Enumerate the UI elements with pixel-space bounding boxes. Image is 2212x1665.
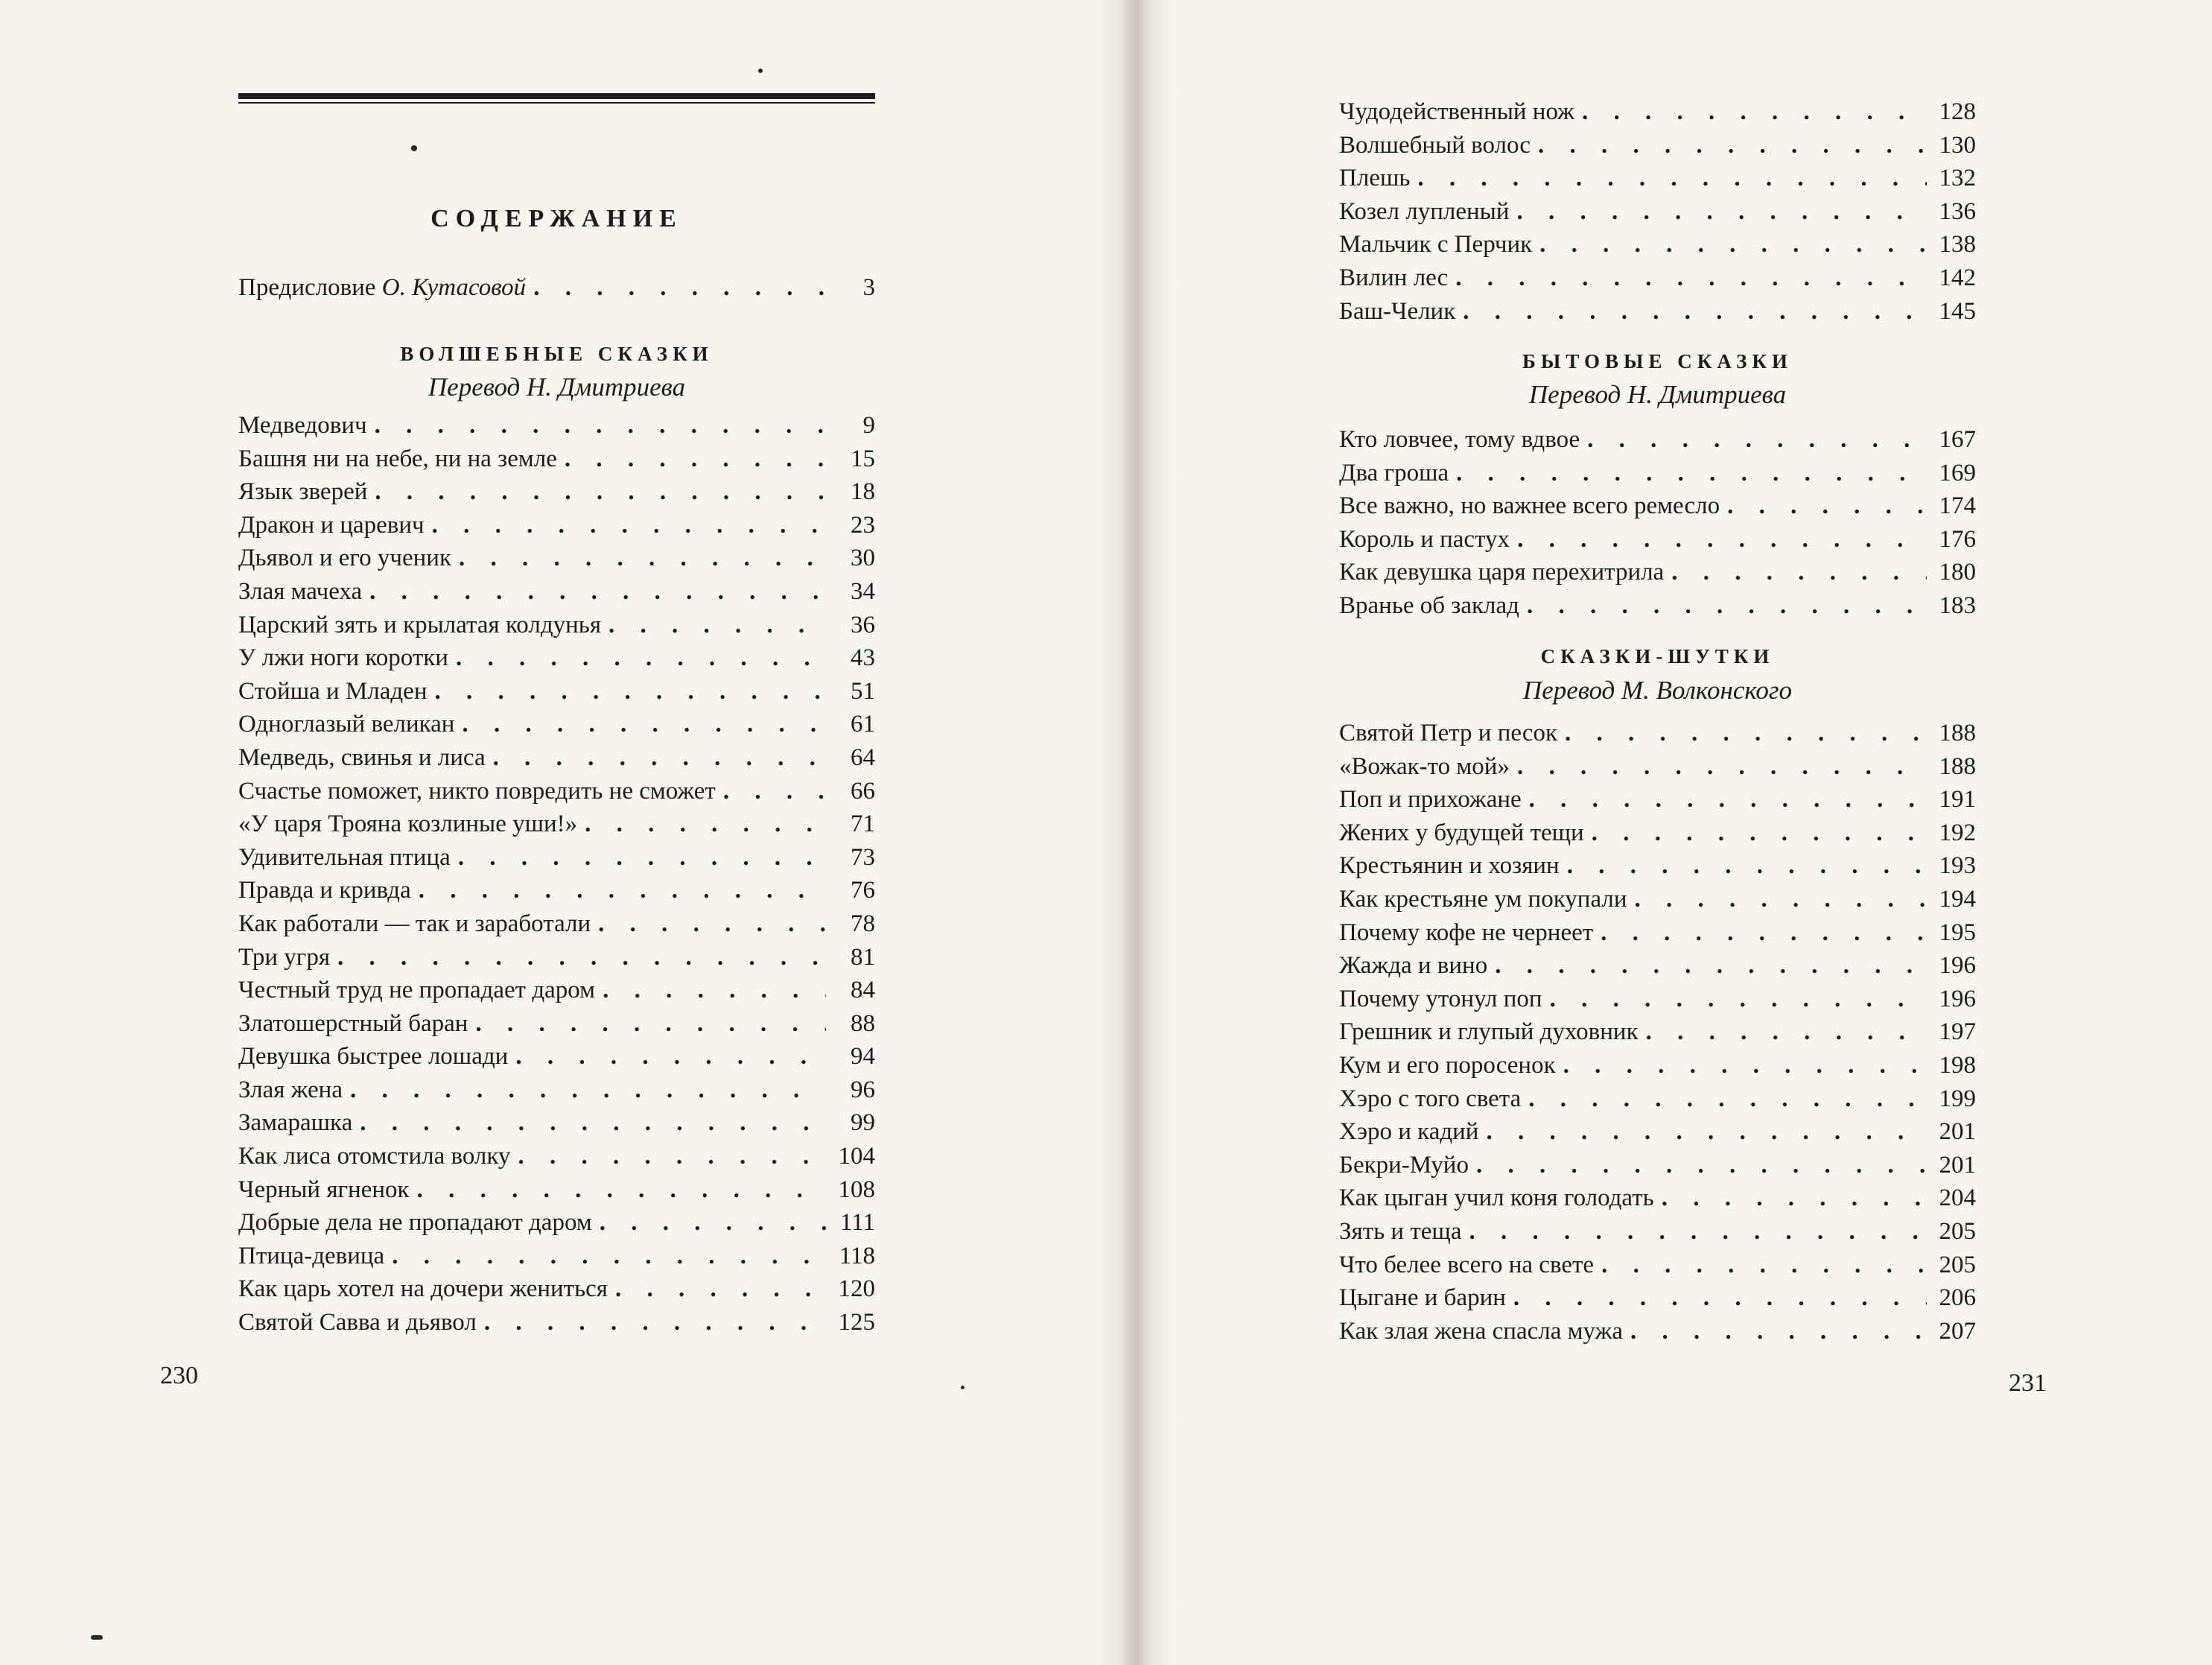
top-double-rule bbox=[238, 93, 875, 110]
toc-row bbox=[238, 644, 875, 678]
toc-row-preface bbox=[238, 274, 875, 308]
toc-page-number: 205 bbox=[1939, 1217, 1976, 1245]
toc-title: Все важно, но важнее всего ремесло bbox=[1339, 492, 1720, 520]
toc-row bbox=[1339, 1018, 1976, 1052]
toc-row bbox=[1339, 1118, 1976, 1152]
toc-page-number: 125 bbox=[838, 1309, 875, 1336]
leader-dots bbox=[1517, 526, 1927, 554]
leader-dots bbox=[1550, 986, 1927, 1013]
toc-row bbox=[1339, 526, 1976, 559]
preface-label: Предисловие bbox=[238, 274, 382, 301]
leader-dots bbox=[417, 1176, 826, 1204]
toc-title: Птица-девица bbox=[238, 1242, 385, 1269]
toc-page-number: 15 bbox=[851, 445, 875, 472]
toc-title: Вранье об заклад bbox=[1339, 592, 1519, 619]
toc-title: Башня ни на небе, ни на земле bbox=[238, 445, 557, 472]
toc-row bbox=[238, 612, 875, 645]
toc-page-number: 61 bbox=[851, 711, 875, 738]
toc-title: Злая мачеха bbox=[238, 577, 363, 605]
print-speck bbox=[411, 145, 417, 151]
toc-row bbox=[1339, 165, 1976, 198]
toc-page-number: 23 bbox=[851, 511, 875, 539]
toc-title: Вилин лес bbox=[1339, 264, 1449, 291]
toc-row bbox=[1339, 852, 1976, 886]
toc-row bbox=[1339, 592, 1976, 626]
toc-title: Правда и кривда bbox=[238, 877, 411, 904]
toc-title: Три угря bbox=[238, 943, 331, 971]
toc-page-number: 195 bbox=[1939, 919, 1976, 946]
leader-dots bbox=[1528, 1085, 1927, 1113]
toc-title: Дракон и царевич bbox=[238, 511, 425, 539]
toc-row bbox=[1339, 198, 1976, 232]
toc-row bbox=[238, 711, 875, 744]
leader-dots bbox=[598, 910, 826, 938]
section-heading-magic-tales: ВОЛШЕБНЫЕ СКАЗКИ bbox=[400, 343, 714, 365]
toc-row bbox=[1339, 426, 1976, 460]
toc-title: Бекри-Муйо bbox=[1339, 1151, 1469, 1179]
thick-rule bbox=[238, 93, 875, 99]
leader-dots bbox=[533, 274, 826, 302]
toc-page-number: 130 bbox=[1939, 131, 1976, 159]
toc-page-number: 64 bbox=[851, 743, 875, 771]
leader-dots bbox=[375, 412, 826, 440]
toc-title: «Вожак-то мой» bbox=[1339, 752, 1510, 780]
toc-page-number: 94 bbox=[851, 1043, 875, 1071]
section-translator: Перевод Н. Дмитриева bbox=[1528, 380, 1787, 409]
toc-row bbox=[238, 445, 875, 479]
leader-dots bbox=[600, 1209, 826, 1237]
toc-title: Удивительная птица bbox=[238, 843, 451, 871]
leader-dots bbox=[360, 1109, 826, 1137]
toc-page-number: 108 bbox=[838, 1176, 875, 1203]
toc-page-number: 73 bbox=[851, 843, 875, 871]
toc-title: «У царя Трояна козлиные уши!» bbox=[238, 811, 578, 838]
leader-dots bbox=[1563, 1052, 1927, 1079]
toc-title: Кто ловчее, тому вдвое bbox=[1339, 426, 1580, 453]
toc-title: Хэро и кадий bbox=[1339, 1118, 1479, 1146]
section-heading-everyday-tales: БЫТОВЫЕ СКАЗКИ bbox=[1522, 350, 1793, 372]
toc-page-number: 88 bbox=[851, 1009, 875, 1037]
toc-page-number: 196 bbox=[1939, 952, 1976, 980]
print-speck bbox=[961, 1386, 964, 1389]
toc-title: Язык зверей bbox=[238, 478, 368, 506]
toc-row bbox=[1339, 1318, 1976, 1351]
leader-dots bbox=[723, 778, 826, 805]
toc-row bbox=[1339, 132, 1976, 165]
page-number-right: 231 bbox=[2009, 1369, 2047, 1397]
leader-dots bbox=[462, 711, 826, 738]
toc-page-number: 71 bbox=[851, 811, 875, 838]
toc-page-number: 78 bbox=[851, 910, 875, 937]
toc-title: Девушка быстрее лошади bbox=[238, 1043, 509, 1071]
toc-page-number: 3 bbox=[862, 274, 875, 301]
toc-title: Добрые дела не пропадают даром bbox=[238, 1209, 592, 1237]
toc-list-joke-tales bbox=[1339, 720, 1976, 1351]
preface-list bbox=[238, 274, 875, 308]
leader-dots bbox=[1476, 1152, 1927, 1179]
toc-title: Стойша и Младен bbox=[238, 677, 428, 705]
toc-page-number: 36 bbox=[851, 611, 875, 638]
leader-dots bbox=[1539, 231, 1927, 259]
toc-row bbox=[1339, 919, 1976, 953]
toc-page-number: 99 bbox=[851, 1109, 875, 1137]
toc-page-number: 199 bbox=[1939, 1085, 1976, 1112]
toc-title: Счастье поможет, никто повредить не сможет bbox=[238, 777, 716, 805]
toc-title: Жених у будущей тещи bbox=[1339, 819, 1584, 846]
toc-row bbox=[238, 910, 875, 944]
toc-page-number: 138 bbox=[1939, 231, 1976, 259]
toc-page-number: 132 bbox=[1939, 165, 1976, 192]
toc-title: Что белее всего на свете bbox=[1339, 1251, 1595, 1278]
toc-row bbox=[1339, 952, 1976, 986]
toc-row bbox=[1339, 1252, 1976, 1285]
toc-title: Почему кофе не чернеет bbox=[1339, 919, 1594, 946]
toc-row bbox=[238, 578, 875, 612]
toc-title: Грешник и глупый духовник bbox=[1339, 1018, 1639, 1046]
toc-title: Крестьянин и хозяин bbox=[1339, 852, 1560, 880]
toc-title: Как цыган учил коня голодать bbox=[1339, 1184, 1654, 1212]
toc-row bbox=[1339, 98, 1976, 132]
toc-page-number: 18 bbox=[851, 478, 875, 506]
toc-title: Замарашка bbox=[238, 1109, 353, 1137]
toc-list-everyday-tales bbox=[1339, 426, 1976, 626]
toc-page-number: 188 bbox=[1939, 720, 1976, 746]
toc-page-number: 194 bbox=[1939, 885, 1976, 913]
left-page bbox=[160, 0, 875, 1665]
toc-page-number: 192 bbox=[1939, 819, 1976, 846]
page-title: СОДЕРЖАНИЕ bbox=[430, 205, 683, 232]
toc-page-number: 34 bbox=[851, 577, 875, 605]
leader-dots bbox=[458, 844, 826, 872]
toc-page-number: 145 bbox=[1939, 297, 1976, 325]
toc-row bbox=[1339, 298, 1976, 332]
toc-title: Злая жена bbox=[238, 1076, 343, 1103]
leader-dots bbox=[1565, 720, 1927, 747]
toc-title: Козел лупленый bbox=[1339, 197, 1510, 225]
leader-dots bbox=[518, 1143, 826, 1170]
toc-page-number: 204 bbox=[1939, 1184, 1976, 1212]
toc-page-number: 84 bbox=[851, 977, 875, 1004]
toc-row bbox=[238, 678, 875, 711]
toc-title: Медведь, свинья и лиса bbox=[238, 743, 486, 771]
toc-title: У лжи ноги коротки bbox=[238, 644, 448, 672]
toc-row bbox=[1339, 720, 1976, 753]
section-translator: Перевод Н. Дмитриева bbox=[428, 372, 686, 402]
toc-row bbox=[1339, 1284, 1976, 1318]
leader-dots bbox=[1417, 165, 1927, 192]
leader-dots bbox=[392, 1243, 826, 1270]
toc-page-number: 193 bbox=[1939, 852, 1976, 880]
leader-dots bbox=[1662, 1184, 1927, 1212]
toc-row bbox=[238, 944, 875, 977]
leader-dots bbox=[432, 512, 826, 539]
print-speck bbox=[758, 69, 763, 73]
toc-title: Кум и его поросенок bbox=[1339, 1051, 1556, 1079]
thin-rule bbox=[238, 102, 875, 104]
toc-row bbox=[238, 1076, 875, 1110]
toc-page-number: 142 bbox=[1939, 264, 1976, 291]
toc-page-number: 201 bbox=[1939, 1118, 1976, 1146]
toc-title: Баш-Челик bbox=[1339, 297, 1456, 325]
leader-dots bbox=[1601, 919, 1927, 947]
toc-page-number: 197 bbox=[1939, 1018, 1976, 1046]
leader-dots bbox=[1469, 1218, 1927, 1246]
toc-page-number: 183 bbox=[1939, 592, 1976, 619]
leader-dots bbox=[1486, 1118, 1927, 1146]
toc-page-number: 118 bbox=[839, 1242, 875, 1269]
leader-dots bbox=[337, 944, 826, 971]
toc-title: Как царь хотел на дочери жениться bbox=[238, 1275, 608, 1303]
leader-dots bbox=[585, 811, 826, 838]
toc-title: Как девушка царя перехитрила bbox=[1339, 559, 1665, 586]
toc-row bbox=[238, 744, 875, 778]
toc-title: Как лиса отомстила волку bbox=[238, 1143, 511, 1170]
toc-page-number: 201 bbox=[1939, 1151, 1976, 1179]
toc-title: Чудодейственный нож bbox=[1339, 98, 1574, 125]
section-heading-joke-tales: СКАЗКИ-ШУТКИ bbox=[1540, 645, 1775, 667]
toc-title: Как работали — так и заработали bbox=[238, 910, 591, 937]
leader-dots bbox=[603, 977, 826, 1004]
toc-row bbox=[1339, 753, 1976, 787]
leader-dots bbox=[1582, 98, 1927, 126]
toc-page-number: 81 bbox=[851, 943, 875, 971]
toc-title bbox=[238, 274, 526, 302]
leader-dots bbox=[608, 612, 826, 639]
toc-title: Медведович bbox=[238, 412, 367, 439]
toc-row bbox=[1339, 1218, 1976, 1252]
toc-row bbox=[1339, 1152, 1976, 1185]
toc-page-number: 169 bbox=[1939, 459, 1976, 486]
leader-dots bbox=[1592, 819, 1927, 847]
preface-author: О. Кутасовой bbox=[381, 274, 527, 301]
toc-page-number: 120 bbox=[838, 1275, 875, 1303]
toc-row bbox=[1339, 559, 1976, 592]
toc-row bbox=[1339, 986, 1976, 1019]
leader-dots bbox=[1587, 426, 1927, 454]
leader-dots bbox=[493, 744, 826, 772]
toc-title: Волшебный волос bbox=[1339, 131, 1531, 159]
toc-title: Зять и теща bbox=[1339, 1217, 1462, 1245]
toc-title: Мальчик с Перчик bbox=[1339, 231, 1533, 259]
leader-dots bbox=[456, 644, 826, 672]
toc-page-number: 104 bbox=[838, 1143, 875, 1170]
toc-page-number: 174 bbox=[1939, 492, 1976, 520]
leader-dots bbox=[1517, 753, 1927, 781]
toc-row bbox=[1339, 1085, 1976, 1119]
toc-page-number: 43 bbox=[851, 644, 875, 672]
toc-title: Хэро с того света bbox=[1339, 1085, 1522, 1112]
toc-row bbox=[238, 1309, 875, 1342]
leader-dots bbox=[419, 877, 826, 904]
leader-dots bbox=[1517, 198, 1927, 226]
toc-row bbox=[1339, 1052, 1976, 1085]
toc-title: Цыгане и барин bbox=[1339, 1284, 1506, 1312]
toc-title: Святой Петр и песок bbox=[1339, 720, 1558, 746]
leader-dots bbox=[375, 478, 826, 506]
toc-title: Как злая жена спасла мужа bbox=[1339, 1317, 1624, 1345]
toc-page-number: 188 bbox=[1939, 752, 1976, 780]
toc-list-magic-tales bbox=[238, 412, 875, 1342]
toc-row bbox=[238, 478, 875, 512]
toc-title: Два гроша bbox=[1339, 459, 1449, 486]
toc-title: Король и пастух bbox=[1339, 525, 1510, 553]
toc-page-number: 206 bbox=[1939, 1284, 1976, 1312]
toc-page-number: 180 bbox=[1939, 559, 1976, 586]
leader-dots bbox=[515, 1043, 826, 1071]
leader-dots bbox=[369, 578, 826, 606]
leader-dots bbox=[350, 1076, 826, 1104]
leader-dots bbox=[1601, 1252, 1927, 1279]
toc-title: Златошерстный баран bbox=[238, 1009, 468, 1037]
leader-dots bbox=[1567, 852, 1927, 880]
toc-row bbox=[238, 1143, 875, 1176]
toc-row bbox=[238, 844, 875, 878]
leader-dots bbox=[1495, 952, 1927, 980]
leader-dots bbox=[1671, 559, 1927, 586]
toc-title: Дьявол и его ученик bbox=[238, 545, 451, 572]
leader-dots bbox=[435, 678, 827, 705]
toc-page-number: 111 bbox=[839, 1209, 875, 1237]
toc-page-number: 76 bbox=[851, 877, 875, 904]
toc-title: Почему утонул поп bbox=[1339, 985, 1542, 1012]
toc-row bbox=[238, 877, 875, 910]
leader-dots bbox=[1456, 460, 1927, 487]
toc-row bbox=[238, 1275, 875, 1309]
toc-row bbox=[1339, 492, 1976, 526]
leader-dots bbox=[1455, 264, 1927, 292]
book-gutter bbox=[1095, 0, 1177, 1665]
toc-row bbox=[238, 412, 875, 445]
leader-dots bbox=[1727, 492, 1927, 520]
leader-dots bbox=[459, 545, 826, 572]
toc-list-continued bbox=[1339, 98, 1976, 331]
leader-dots bbox=[1630, 1318, 1927, 1345]
leader-dots bbox=[565, 445, 826, 473]
toc-row bbox=[238, 1043, 875, 1076]
page-number-left: 230 bbox=[160, 1362, 198, 1389]
toc-row bbox=[1339, 786, 1976, 819]
toc-title: Одноглазый великан bbox=[238, 711, 455, 738]
toc-page-number: 207 bbox=[1939, 1317, 1976, 1345]
leader-dots bbox=[1463, 298, 1927, 326]
print-speck bbox=[91, 1635, 103, 1640]
toc-page-number: 51 bbox=[851, 677, 875, 705]
toc-row bbox=[238, 811, 875, 844]
leader-dots bbox=[1527, 592, 1927, 620]
leader-dots bbox=[615, 1275, 826, 1303]
toc-row bbox=[1339, 264, 1976, 298]
leader-dots bbox=[484, 1309, 826, 1336]
toc-row bbox=[238, 1209, 875, 1243]
toc-row bbox=[1339, 886, 1976, 919]
leader-dots bbox=[1513, 1284, 1927, 1312]
toc-page-number: 136 bbox=[1939, 197, 1976, 225]
toc-title: Жажда и вино bbox=[1339, 952, 1488, 980]
toc-row bbox=[238, 1176, 875, 1210]
leader-dots bbox=[1538, 132, 1927, 159]
leader-dots bbox=[475, 1010, 826, 1038]
toc-title: Черный ягненок bbox=[238, 1176, 410, 1203]
toc-row bbox=[238, 778, 875, 811]
toc-title: Царский зять и крылатая колдунья bbox=[238, 611, 602, 638]
toc-row bbox=[238, 512, 875, 545]
toc-title: Плешь bbox=[1339, 165, 1411, 192]
right-page bbox=[1339, 0, 2047, 1665]
toc-page-number: 66 bbox=[851, 777, 875, 805]
leader-dots bbox=[1635, 886, 1927, 913]
toc-page-number: 96 bbox=[851, 1076, 875, 1103]
toc-page-number: 128 bbox=[1939, 98, 1976, 125]
toc-title: Честный труд не пропадает даром bbox=[238, 977, 596, 1004]
leader-dots bbox=[1529, 786, 1927, 814]
toc-page-number: 176 bbox=[1939, 525, 1976, 553]
toc-page-number: 9 bbox=[862, 412, 875, 439]
toc-page-number: 198 bbox=[1939, 1051, 1976, 1079]
toc-row bbox=[1339, 231, 1976, 264]
toc-title: Святой Савва и дьявол bbox=[238, 1309, 477, 1336]
toc-row bbox=[238, 977, 875, 1010]
toc-row bbox=[1339, 460, 1976, 493]
toc-row bbox=[238, 1010, 875, 1044]
toc-page-number: 196 bbox=[1939, 985, 1976, 1012]
toc-page-number: 205 bbox=[1939, 1251, 1976, 1278]
toc-page-number: 30 bbox=[851, 545, 875, 572]
leader-dots bbox=[1646, 1018, 1927, 1046]
toc-row bbox=[1339, 1184, 1976, 1218]
toc-page-number: 167 bbox=[1939, 426, 1976, 453]
toc-row bbox=[1339, 819, 1976, 853]
toc-row bbox=[238, 545, 875, 578]
toc-title: Как крестьяне ум покупали bbox=[1339, 885, 1627, 913]
toc-row bbox=[238, 1243, 875, 1276]
toc-page-number: 191 bbox=[1939, 786, 1976, 814]
toc-title: Поп и прихожане bbox=[1339, 786, 1522, 814]
toc-row bbox=[238, 1109, 875, 1143]
section-translator: Перевод М. Волконского bbox=[1522, 676, 1793, 705]
